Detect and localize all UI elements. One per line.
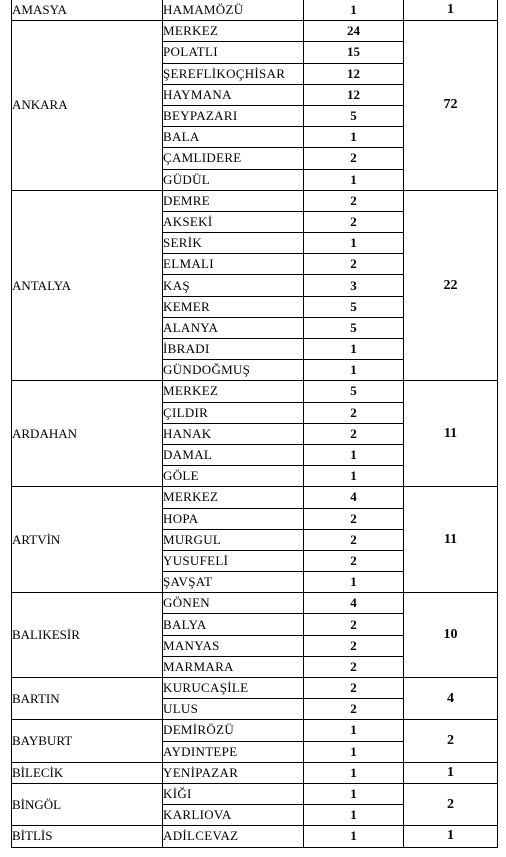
table-row — [12, 678, 498, 699]
district-cell: YUSUFELİ — [163, 550, 304, 571]
district-cell: AKSEKİ — [163, 211, 304, 232]
table-row — [12, 190, 498, 211]
district-cell: AYDINTEPE — [163, 741, 304, 762]
district-count-cell: 2 — [304, 254, 404, 275]
table-row — [12, 21, 498, 42]
district-cell: DEMRE — [163, 190, 304, 211]
province-cell: BİNGÖL — [12, 783, 163, 825]
district-cell: BALYA — [163, 614, 304, 635]
table-row — [12, 381, 498, 402]
district-count-cell: 2 — [304, 402, 404, 423]
district-cell: POLATLI — [163, 42, 304, 63]
district-cell: GÖNEN — [163, 593, 304, 614]
district-cell: DEMİRÖZÜ — [163, 720, 304, 741]
district-count-cell: 2 — [304, 699, 404, 720]
district-cell: HAYMANA — [163, 84, 304, 105]
district-cell: ULUS — [163, 699, 304, 720]
table-row — [12, 783, 498, 804]
province-cell: BİLECİK — [12, 762, 163, 783]
district-count-cell: 2 — [304, 529, 404, 550]
district-cell: MANYAS — [163, 635, 304, 656]
district-count-cell: 1 — [304, 233, 404, 254]
province-total-cell: 2 — [404, 720, 498, 762]
district-count-cell: 1 — [304, 783, 404, 804]
district-count-cell: 1 — [304, 0, 404, 21]
province-total-cell: 1 — [404, 762, 498, 783]
district-cell: ÇAMLIDERE — [163, 148, 304, 169]
district-cell: ALANYA — [163, 317, 304, 338]
district-count-cell: 1 — [304, 805, 404, 826]
district-cell: MERKEZ — [163, 381, 304, 402]
table-row — [12, 487, 498, 508]
province-cell: BALIKESİR — [12, 593, 163, 678]
province-cell: ARTVİN — [12, 487, 163, 593]
district-count-cell: 4 — [304, 593, 404, 614]
district-count-cell: 12 — [304, 84, 404, 105]
district-count-cell: 2 — [304, 148, 404, 169]
district-count-cell: 2 — [304, 190, 404, 211]
district-cell: MERKEZ — [163, 21, 304, 42]
district-cell: İBRADI — [163, 339, 304, 360]
province-total-cell: 1 — [404, 826, 498, 847]
district-count-cell: 5 — [304, 381, 404, 402]
district-count-cell: 2 — [304, 614, 404, 635]
district-count-cell: 5 — [304, 296, 404, 317]
district-cell: GÖLE — [163, 466, 304, 487]
district-cell: GÜNDOĞMUŞ — [163, 360, 304, 381]
district-count-cell: 2 — [304, 550, 404, 571]
district-count-cell: 1 — [304, 466, 404, 487]
province-total-cell: 72 — [404, 21, 498, 191]
district-count-cell: 12 — [304, 63, 404, 84]
district-cell: KİĞI — [163, 783, 304, 804]
district-count-cell: 1 — [304, 169, 404, 190]
province-total-cell: 2 — [404, 783, 498, 825]
district-count-cell: 1 — [304, 360, 404, 381]
province-cell: BAYBURT — [12, 720, 163, 762]
district-cell: KAŞ — [163, 275, 304, 296]
district-cell: ELMALI — [163, 254, 304, 275]
province-cell: BİTLİS — [12, 826, 163, 847]
district-cell: ŞAVŞAT — [163, 572, 304, 593]
province-cell: BARTIN — [12, 678, 163, 720]
province-total-cell: 11 — [404, 487, 498, 593]
district-cell: MERKEZ — [163, 487, 304, 508]
district-count-cell: 2 — [304, 635, 404, 656]
district-count-cell: 1 — [304, 127, 404, 148]
table-row — [12, 720, 498, 741]
district-cell: BALA — [163, 127, 304, 148]
district-count-cell: 1 — [304, 762, 404, 783]
district-count-cell: 2 — [304, 656, 404, 677]
district-cell: SERİK — [163, 233, 304, 254]
district-cell: ŞEREFLİKOÇHİSAR — [163, 63, 304, 84]
province-total-cell: 11 — [404, 381, 498, 487]
district-cell: ADİLCEVAZ — [163, 826, 304, 847]
province-cell: AMASYA — [12, 0, 163, 21]
district-count-cell: 1 — [304, 826, 404, 847]
district-count-cell: 2 — [304, 423, 404, 444]
district-count-cell: 1 — [304, 339, 404, 360]
district-cell: ÇILDIR — [163, 402, 304, 423]
table-row — [12, 762, 498, 783]
table-row — [12, 593, 498, 614]
district-count-cell: 24 — [304, 21, 404, 42]
district-count-cell: 1 — [304, 741, 404, 762]
province-total-cell: 4 — [404, 678, 498, 720]
table-row — [12, 826, 498, 847]
district-count-cell: 5 — [304, 317, 404, 338]
district-cell: MARMARA — [163, 656, 304, 677]
district-count-cell: 2 — [304, 678, 404, 699]
province-total-cell: 1 — [404, 0, 498, 21]
province-cell: ARDAHAN — [12, 381, 163, 487]
district-count-cell: 5 — [304, 105, 404, 126]
province-cell: ANKARA — [12, 21, 163, 191]
district-cell: DAMAL — [163, 444, 304, 465]
district-cell: KARLIOVA — [163, 805, 304, 826]
district-count-cell: 3 — [304, 275, 404, 296]
province-total-cell: 10 — [404, 593, 498, 678]
district-count-cell: 15 — [304, 42, 404, 63]
province-total-cell: 22 — [404, 190, 498, 381]
district-cell: YENİPAZAR — [163, 762, 304, 783]
district-cell: KEMER — [163, 296, 304, 317]
district-count-cell: 1 — [304, 572, 404, 593]
district-cell: BEYPAZARI — [163, 105, 304, 126]
province-district-table — [11, 0, 498, 848]
district-cell: HANAK — [163, 423, 304, 444]
district-cell: KURUCAŞİLE — [163, 678, 304, 699]
district-cell: HAMAMÖZÜ — [163, 0, 304, 21]
district-cell: GÜDÜL — [163, 169, 304, 190]
district-count-cell: 2 — [304, 211, 404, 232]
district-cell: HOPA — [163, 508, 304, 529]
district-count-cell: 4 — [304, 487, 404, 508]
district-count-cell: 1 — [304, 444, 404, 465]
table-row — [12, 0, 498, 21]
district-count-cell: 1 — [304, 720, 404, 741]
table-body — [12, 0, 498, 847]
province-cell: ANTALYA — [12, 190, 163, 381]
district-count-cell: 2 — [304, 508, 404, 529]
district-cell: MURGUL — [163, 529, 304, 550]
